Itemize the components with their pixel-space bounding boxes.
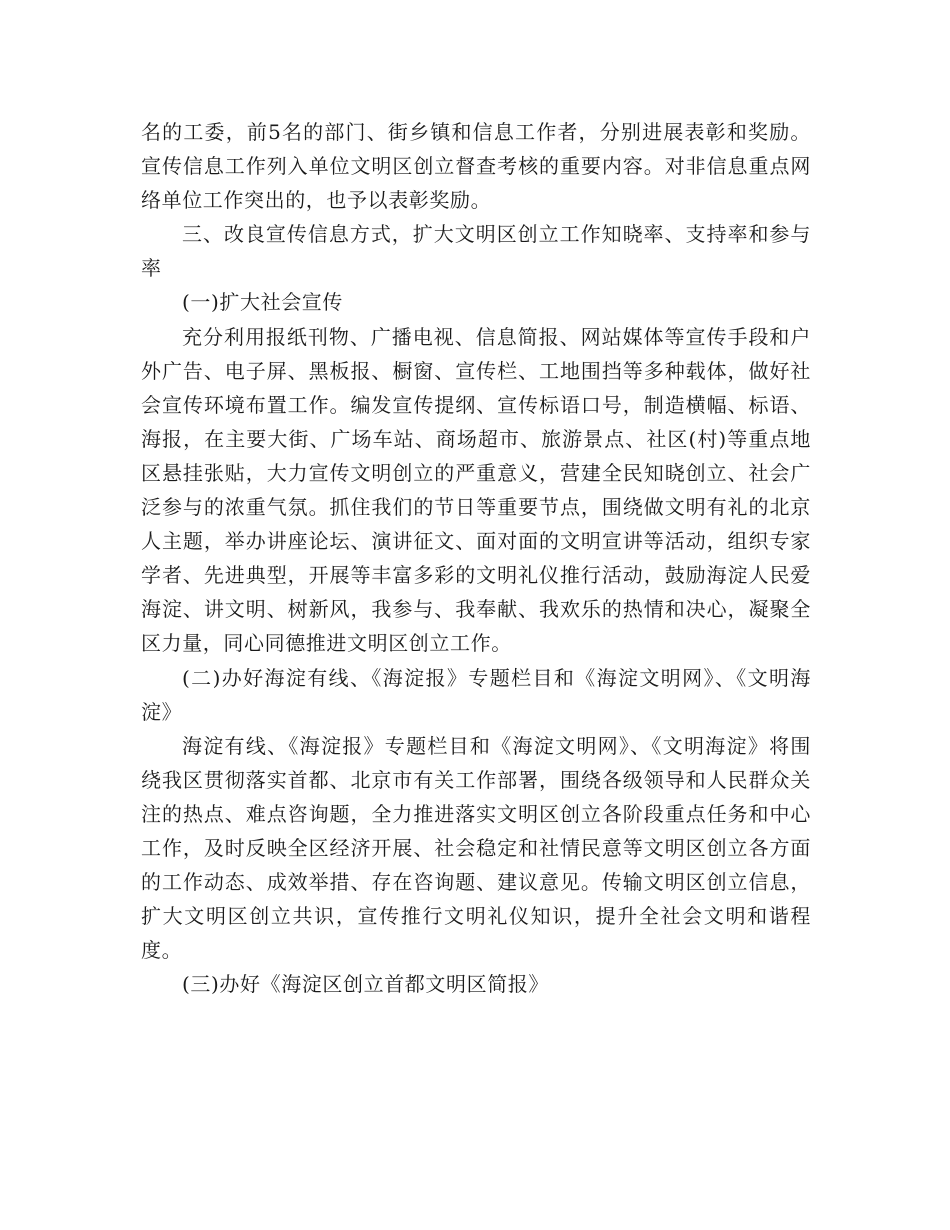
paragraph-awards: 名的工委，前5名的部门、街乡镇和信息工作者，分别进展表彰和奖励。宣传信息工作列入单位文明区创立督查考核的重要内容。对非信息重点网络单位工作突出的，也予以表彰奖励。 [141,120,811,213]
subheading-1: (一)扩大社会宣传 [182,290,344,315]
paragraph-social-publicity: 充分利用报纸刊物、广播电视、信息简报、网站媒体等宣传手段和户外广告、电子屏、黑板报、橱窗、宣传栏、工地围挡等多种载体，做好社会宣传环境布置工作。编发宣传提纲、宣传标语口号，制造横幅、标语、海报，在主要大街、广场车站、商场超市、旅游景点、社区(村)等重点地区悬挂张贴，大力宣传文明创立的严重意义，营建全民知晓创立、社会广泛参与的浓重气氛。抓住我们的节日等重要节点，围绕做文明有礼的北京人主题，举办讲座论坛、演讲征文、面对面的文明宣讲等活动，组织专家学者、先进典型，开展等丰富多彩的文明礼仪推行活动，鼓励海淀人民爱海淀、讲文明、树新风，我参与、我奉献、我欢乐的热情和决心，凝聚全区力量，同心同德推进文明区创立工作。 [141,324,811,656]
section-heading-3: 三、改良宣传信息方式，扩大文明区创立工作知晓率、支持率和参与率 [141,222,811,281]
document-body [141,115,811,1001]
paragraph-media-columns: 海淀有线、《海淀报》专题栏目和《海淀文明网》、《文明海淀》将围绕我区贯彻落实首都、北京市有关工作部署，围绕各级领导和人民群众关注的热点、难点咨询题，全力推进落实文明区创立各阶段重点任务和中心工作，及时反映全区经济开展、社会稳定和社情民意等文明区创立各方面的工作动态、成效举措、存在咨询题、建议意见。传输文明区创立信息，扩大文明区创立共识，宣传推行文明礼仪知识，提升全社会文明和谐程度。 [141,733,811,963]
subheading-2: (二)办好海淀有线、《海淀报》专题栏目和《海淀文明网》、《文明海淀》 [141,665,811,724]
subheading-3: (三)办好《海淀区创立首都文明区简报》 [182,972,550,997]
